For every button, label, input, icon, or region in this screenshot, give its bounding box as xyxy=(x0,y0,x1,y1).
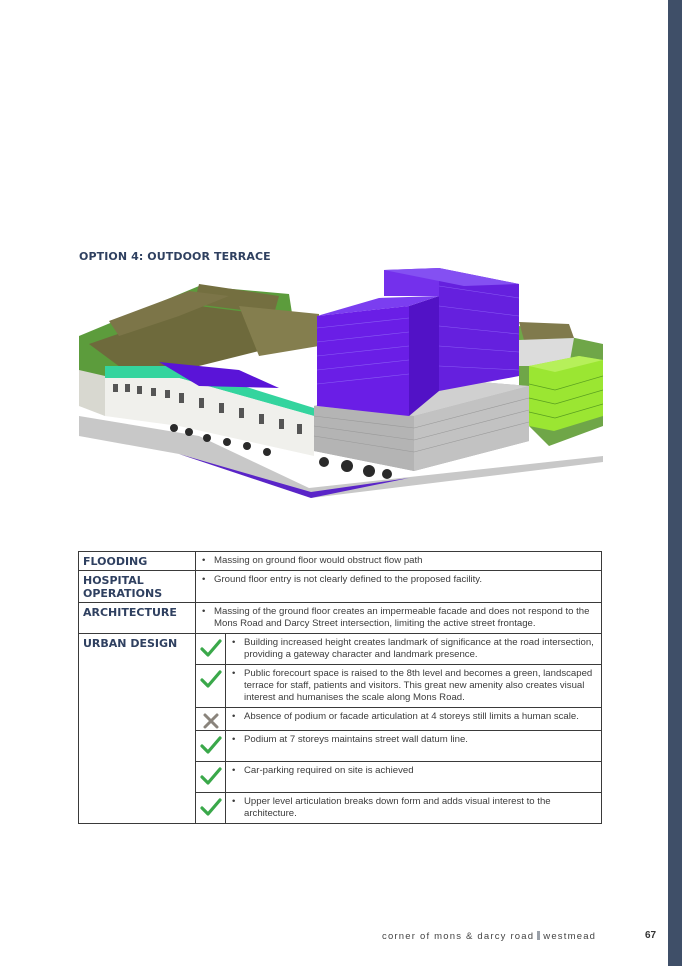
cross-icon xyxy=(196,708,226,731)
assessment-table xyxy=(78,551,602,824)
table-row-urban-design xyxy=(79,634,602,665)
table-row-hospital-operations xyxy=(79,571,602,603)
footer-separator xyxy=(537,931,540,940)
category-label: URBAN DESIGN xyxy=(79,634,196,824)
check-icon xyxy=(196,762,226,793)
massing-render-image xyxy=(79,266,603,500)
page-number: 67 xyxy=(645,930,657,941)
footer-title xyxy=(382,931,596,942)
criterion-text: • Building increased height creates landmark of significance at the road intersection, providing a gateway character and landmark presence. xyxy=(226,634,602,665)
check-icon xyxy=(196,731,226,762)
criterion-text: • Absence of podium or facade articulation at 4 storeys still limits a human scale. xyxy=(226,708,602,731)
table-row-flooding xyxy=(79,552,602,571)
option-heading: OPTION 4: OUTDOOR TERRACE xyxy=(79,250,271,263)
category-description: • Massing of the ground floor creates an impermeable facade and does not respond to the Mons Road and Darcy Street intersection, limiting the active street frontage. xyxy=(196,603,602,634)
criterion-text: • Upper level articulation breaks down form and adds visual interest to the architecture. xyxy=(226,793,602,824)
page-edge-band xyxy=(668,0,682,966)
category-label: HOSPITAL OPERATIONS xyxy=(79,571,196,603)
check-icon xyxy=(196,793,226,824)
table-row-architecture xyxy=(79,603,602,634)
check-icon xyxy=(196,634,226,665)
criterion-text: • Public forecourt space is raised to the 8th level and becomes a green, landscaped terrace for staff, patients and visitors. This great new amenity also creates visual interest and humanises the scale along Mons Road. xyxy=(226,665,602,708)
category-label: ARCHITECTURE xyxy=(79,603,196,634)
footer-project: corner of mons & darcy road xyxy=(382,931,535,942)
criterion-text: • Car-parking required on site is achieved xyxy=(226,762,602,793)
check-icon xyxy=(196,665,226,708)
category-description: • Ground floor entry is not clearly defined to the proposed facility. xyxy=(196,571,602,603)
category-label: FLOODING xyxy=(79,552,196,571)
footer-location: westmead xyxy=(543,931,597,942)
category-description: • Massing on ground floor would obstruct flow path xyxy=(196,552,602,571)
criterion-text: • Podium at 7 storeys maintains street wall datum line. xyxy=(226,731,602,762)
